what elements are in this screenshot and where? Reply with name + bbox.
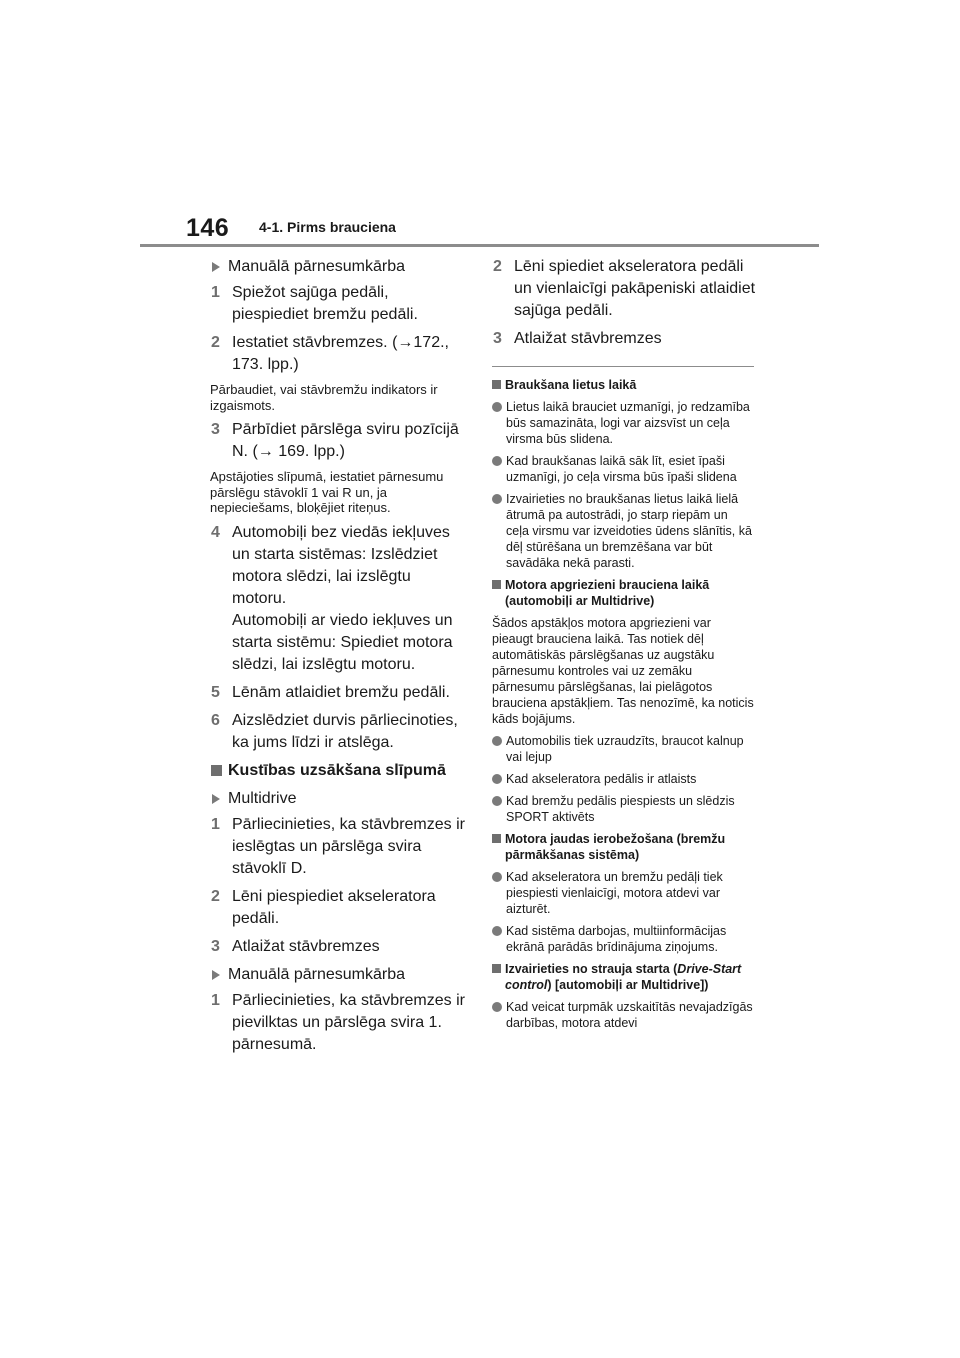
triangle-bullet-icon (212, 794, 220, 804)
header-divider (140, 244, 819, 247)
triangle-bullet-icon (212, 262, 220, 272)
square-bullet-icon (492, 964, 501, 973)
step-text: Lēni spiediet akseleratora pedāli un vienlaicīgi pakāpeniski atlaidiet sajūga pedāli. (514, 258, 756, 319)
step-text: Aizslēdziet durvis pārliecinoties, ka jums līdzi ir atslēga. (232, 711, 458, 751)
circle-bullet-icon (492, 494, 502, 504)
circle-bullet-icon (492, 456, 502, 466)
left-column (210, 256, 468, 1062)
circle-bullet-icon (492, 736, 502, 746)
page-number: 146 (186, 214, 230, 242)
step-text: Atlaižat stāvbremzes (514, 330, 662, 347)
step-text-alt: Automobiļi ar viedo iekļuves un starta sistēmu: Spiediet motora slēdzi, lai izslēgtu motoru. (232, 611, 453, 673)
step-item (210, 282, 468, 326)
square-bullet-icon (492, 580, 501, 589)
step-item (492, 328, 757, 350)
step-item (210, 522, 468, 676)
step-text: Iestatiet stāvbremzes. (→172., 173. lpp.) (232, 334, 449, 373)
right-column-info (492, 372, 754, 1037)
step-number: 1 (211, 991, 220, 1009)
step-item (492, 256, 757, 322)
step-text: Automobiļi bez viedās iekļuves un starta sistēmas: Izslēdziet motora slēdzi, lai izslēgtu motoru. (232, 523, 450, 607)
info-bullet: Automobilis tiek uzraudzīts, braucot kalnup vai lejup (492, 733, 754, 765)
step-number: 3 (211, 937, 220, 955)
triangle-bullet-icon (212, 970, 220, 980)
info-bullet: Kad braukšanas laikā sāk līt, esiet īpaši uzmanīgi, jo ceļa virsma būs īpaši slidena (492, 453, 754, 485)
subsection-multidrive: Multidrive (210, 788, 468, 810)
info-heading: Motora jaudas ierobežošana (bremžu pārmākšanas sistēma) (492, 831, 754, 863)
info-bullet: Kad akseleratora pedālis ir atlaists (492, 771, 754, 787)
step-number: 1 (211, 815, 220, 833)
right-column-steps (492, 256, 757, 356)
step-item (210, 936, 468, 958)
circle-bullet-icon (492, 774, 502, 784)
step-number: 1 (211, 284, 220, 301)
info-bullet: Izvairieties no braukšanas lietus laikā lielā ātrumā pa autostrādi, jo starp riepām un ceļa virsmu var izveidoties ūdens slānītis, kā dēļ stūrēšana un bremzēšana var būt savādāka nekā parasti. (492, 491, 754, 571)
info-bullet: Kad sistēma darbojas, multiinformācijas ekrānā parādās brīdinājuma ziņojums. (492, 923, 754, 955)
step-text: Pārbīdiet pārslēga sviru pozīcijā N. (→ 169. lpp.) (232, 421, 459, 460)
step-number: 3 (211, 421, 220, 438)
step-text: Lēnām atlaidiet bremžu pedāli. (232, 683, 450, 701)
subsection-manual-transmission: Manuālā pārnesumkārba (210, 256, 468, 278)
subsection-manual-transmission: Manuālā pārnesumkārba (210, 964, 468, 986)
step-text: Spiežot sajūga pedāli, piespiediet bremžu pedāli. (232, 284, 418, 323)
info-bullet: Kad bremžu pedālis piespiests un slēdzis SPORT aktivēts (492, 793, 754, 825)
circle-bullet-icon (492, 926, 502, 936)
circle-bullet-icon (492, 872, 502, 882)
square-bullet-icon (211, 765, 222, 776)
info-heading: Motora apgriezieni brauciena laikā (automobiļi ar Multidrive) (492, 577, 754, 609)
step-number: 5 (211, 683, 220, 701)
step-note: Pārbaudiet, vai stāvbremžu indikators ir izgaismots. (210, 382, 438, 413)
step-text: Atlaižat stāvbremzes (232, 937, 380, 955)
step-number: 3 (493, 330, 502, 347)
info-heading: Braukšana lietus laikā (492, 377, 754, 393)
info-paragraph: Šādos apstākļos motora apgriezieni var pieaugt brauciena laikā. Tas notiek dēļ automātiskās pārslēgšanas uz augstāku pārnesumu kontroles vai uz zemāku pārnesumu pārslēgšanas, lai pielāgotos brauciena apstākļiem. Tas nenozīmē, ka noticis kāds bojājums. (492, 616, 754, 726)
step-item (210, 332, 468, 376)
step-item (210, 990, 468, 1056)
step-item (210, 419, 468, 463)
info-bullet: Lietus laikā brauciet uzmanīgi, jo redzamība būs samazināta, logi var aizsvīst un ceļa virsma būs slidena. (492, 399, 754, 447)
step-number: 6 (211, 711, 220, 729)
info-divider (492, 366, 754, 367)
square-bullet-icon (492, 834, 501, 843)
info-heading: Izvairieties no strauja starta (Drive-Start control) [automobiļi ar Multidrive]) (492, 961, 754, 993)
square-bullet-icon (492, 380, 501, 389)
circle-bullet-icon (492, 1002, 502, 1012)
step-text: Pārliecinieties, ka stāvbremzes ir ieslēgtas un pārslēga svira stāvoklī D. (232, 815, 465, 877)
circle-bullet-icon (492, 402, 502, 412)
step-item (210, 682, 468, 704)
circle-bullet-icon (492, 796, 502, 806)
step-text: Pārliecinieties, ka stāvbremzes ir pievilktas un pārslēga svira 1. pārnesumā. (232, 991, 465, 1053)
step-number: 2 (211, 334, 220, 351)
page-header (0, 0, 960, 260)
step-number: 2 (493, 258, 502, 275)
step-item (210, 710, 468, 754)
step-item (210, 814, 468, 880)
step-text: Lēni piespiediet akseleratora pedāli. (232, 887, 436, 927)
info-bullet: Kad veicat turpmāk uzskaitītās nevajadzīgās darbības, motora atdevi (492, 999, 754, 1031)
section-title: 4-1. Pirms brauciena (259, 219, 396, 235)
section-heading: Kustības uzsākšana slīpumā (210, 760, 468, 782)
step-number: 4 (211, 523, 220, 541)
step-note: Apstājoties slīpumā, iestatiet pārnesumu pārslēgu stāvoklī 1 vai R un, ja nepieciešams, bloķējiet riteņus. (210, 469, 444, 515)
info-bullet: Kad akseleratora un bremžu pedāļi tiek piespiesti vienlaicīgi, motora atdevi var aizturēt. (492, 869, 754, 917)
step-item (210, 886, 468, 930)
step-number: 2 (211, 887, 220, 905)
